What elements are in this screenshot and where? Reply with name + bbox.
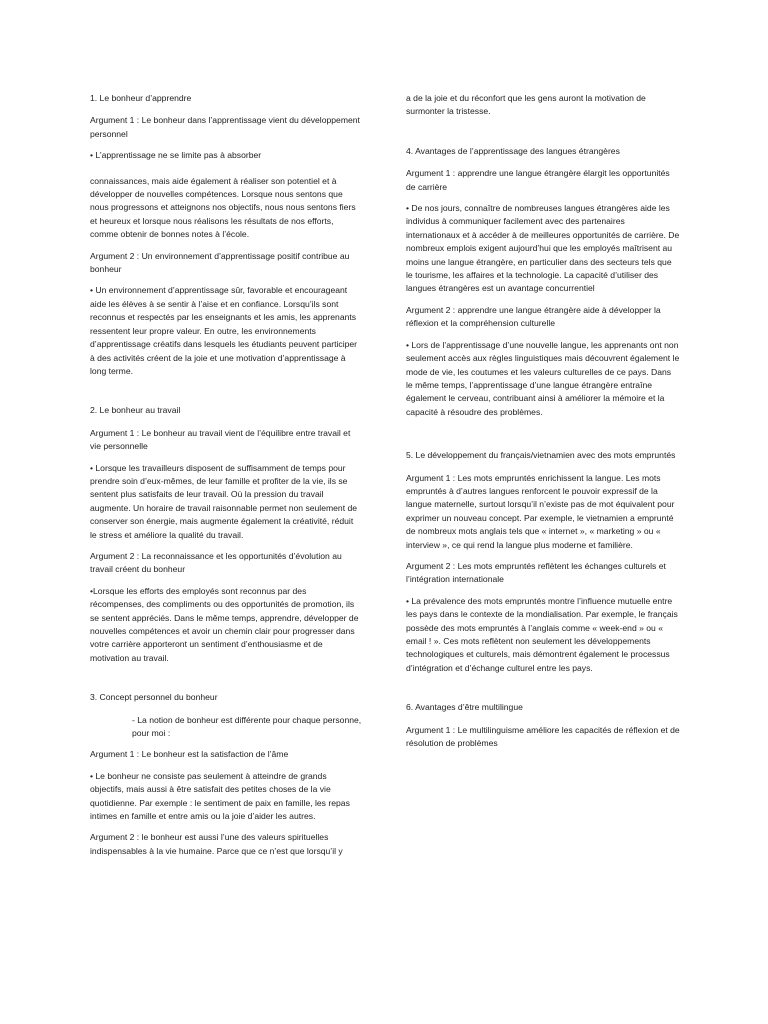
section-5-bullet-2: • La prévalence des mots empruntés montre l’influence mutuelle entre les pays dans le contexte de la mondialisation. Par exemple, le français possède des mots empruntés à l’anglais comme « week-end » ou « email ! ». Ces mots reflètent non seulement les développements technologiques et culturels, mais démontrent également le processus d’intégration et d’échange culturel entre les pays. [406,595,678,673]
section-4-title: 4. Avantages de l’apprentissage des langues étrangères [406,145,620,156]
section-1-bullet-2: • Un environnement d’apprentissage sûr, favorable et encourageant aide les élèves à se sentir à l’aise et en confiance. Lorsqu’ils sont reconnus et respectés par les enseignants et les amis, les apprenants ressentent leur propre valeur. En outre, les environnements d’apprentissage créatifs dans lesquels les étudiants peuvent participer à des activités créent de la joie et une motivation d’apprentissage à long terme. [90,285,358,376]
continuation-paragraph: a de la joie et du réconfort que les gens auront la motivation de surmonter la tristesse. [406,93,646,117]
section-6-title: 6. Avantages d’être multilingue [406,702,523,713]
section-1-argument-2: Argument 2 : Un environnement d’apprentissage positif contribue au bonheur [90,250,350,275]
section-3-argument-2: Argument 2 : le bonheur est aussi l’une des valeurs spirituelles indispensables à la vie humaine. Parce que ce n’est que lorsqu’il y [90,832,343,856]
section-6-argument-1: Argument 1 : Le multilinguisme améliore les capacités de réflexion et de résolution de problèmes [406,724,680,749]
section-3-intro: - La notion de bonheur est différente pour chaque personne, pour moi : [132,714,362,739]
section-1-bullet-1: • L’apprentissage ne se limite pas à absorber [90,150,262,161]
section-3-bullet-1: • Le bonheur ne consiste pas seulement à atteindre de grands objectifs, mais aussi à être satisfait des petites choses de la vie quotidienne. Par exemple : le sentiment de paix en famille, les repas intimes en famille et entre amis ou la joie d’aider les autres. [90,770,350,822]
section-2-argument-1: Argument 1 : Le bonheur au travail vient de l’équilibre entre travail et vie personnelle [90,427,351,452]
section-5-title: 5. Le développement du français/vietnamien avec des mots empruntés [406,450,676,461]
section-4-bullet-1: • De nos jours, connaître de nombreuses langues étrangères aide les individus à communiquer facilement avec des partenaires internationaux et à accéder à de meilleures opportunités de carrière. De nombreux emplois exigent aujourd’hui que les employés maîtrisent au moins une langue étrangère, en particulier dans des secteurs tels que le tourisme, les affaires et la technologie. La capacité d’utiliser des langues étrangères est un avantage concurrentiel [406,203,680,294]
section-4-argument-2: Argument 2 : apprendre une langue étrangère aide à développer la réflexion et la compréhension culturelle [406,304,661,329]
right-column [406,92,680,758]
section-4-argument-1: Argument 1 : apprendre une langue étrangère élargit les opportunités de carrière [406,168,670,192]
section-1-title: 1. Le bonheur d’apprendre [90,93,192,103]
section-2-bullet-1: • Lorsque les travailleurs disposent de suffisamment de temps pour prendre soin d’eux-mêmes, de leur famille et profiter de la vie, ils se sentent plus satisfaits de leur travail. Où la pression du travail augmente. Un horaire de travail raisonnable permet non seulement de conserver son énergie, mais augmente également la créativité, réduit le stress et améliore la qualité du travail. [90,462,358,540]
section-3-argument-1: Argument 1 : Le bonheur est la satisfaction de l’âme [90,749,289,760]
section-2-argument-2: Argument 2 : La reconnaissance et les opportunités d’évolution au travail créent du bonheur [90,550,342,575]
left-column [90,92,362,866]
section-5-argument-2: Argument 2 : Les mots empruntés reflètent les échanges culturels et l’intégration internationale [406,560,666,585]
section-1-paragraph: connaissances, mais aide également à réaliser son potentiel et à développer de nouvelles compétences. Lorsque nous sentons que nous progressons et atteignons nos objectifs, nous nous sentons fiers et heureux et lorsque nous réalisons les résultats de nos efforts, comme obtenir de bonnes notes à l’école. [90,175,356,240]
section-3-title: 3. Concept personnel du bonheur [90,692,218,703]
section-4-bullet-2: • Lors de l’apprentissage d’une nouvelle langue, les apprenants ont non seulement accès aux règles linguistiques mais découvrent également le mode de vie, les coutumes et les valeurs culturelles de ce pays. Dans le même temps, l’apprentissage d’une langue étrangère entraîne également le cerveau, contribuant ainsi à améliorer la mémoire et la capacité à résoudre des problèmes. [406,339,680,417]
section-2-title: 2. Le bonheur au travail [90,405,181,416]
section-5-argument-1: Argument 1 : Les mots empruntés enrichissent la langue. Les mots empruntés à d’autres langues renforcent le pouvoir expressif de la langue maternelle, surtout lorsqu’il n’existe pas de mot équivalent pour exprimer un nouveau concept. Par exemple, le vietnamien a emprunté de nombreux mots anglais tels que « internet », « marketing » ou « interview », ce qui rend la langue plus moderne et familière. [406,472,675,550]
section-1-argument-1: Argument 1 : Le bonheur dans l’apprentissage vient du développement personnel [90,115,360,139]
section-2-bullet-2: •Lorsque les efforts des employés sont reconnus par des récompenses, des compliments ou des opportunités de promotion, ils se sentent appréciés. Dans le même temps, apprendre, développer de nouvelles compétences et avoir un chemin clair pour progresser dans votre carrière apporteront un sentiment d’enthousiasme et de motivation au travail. [90,585,359,663]
